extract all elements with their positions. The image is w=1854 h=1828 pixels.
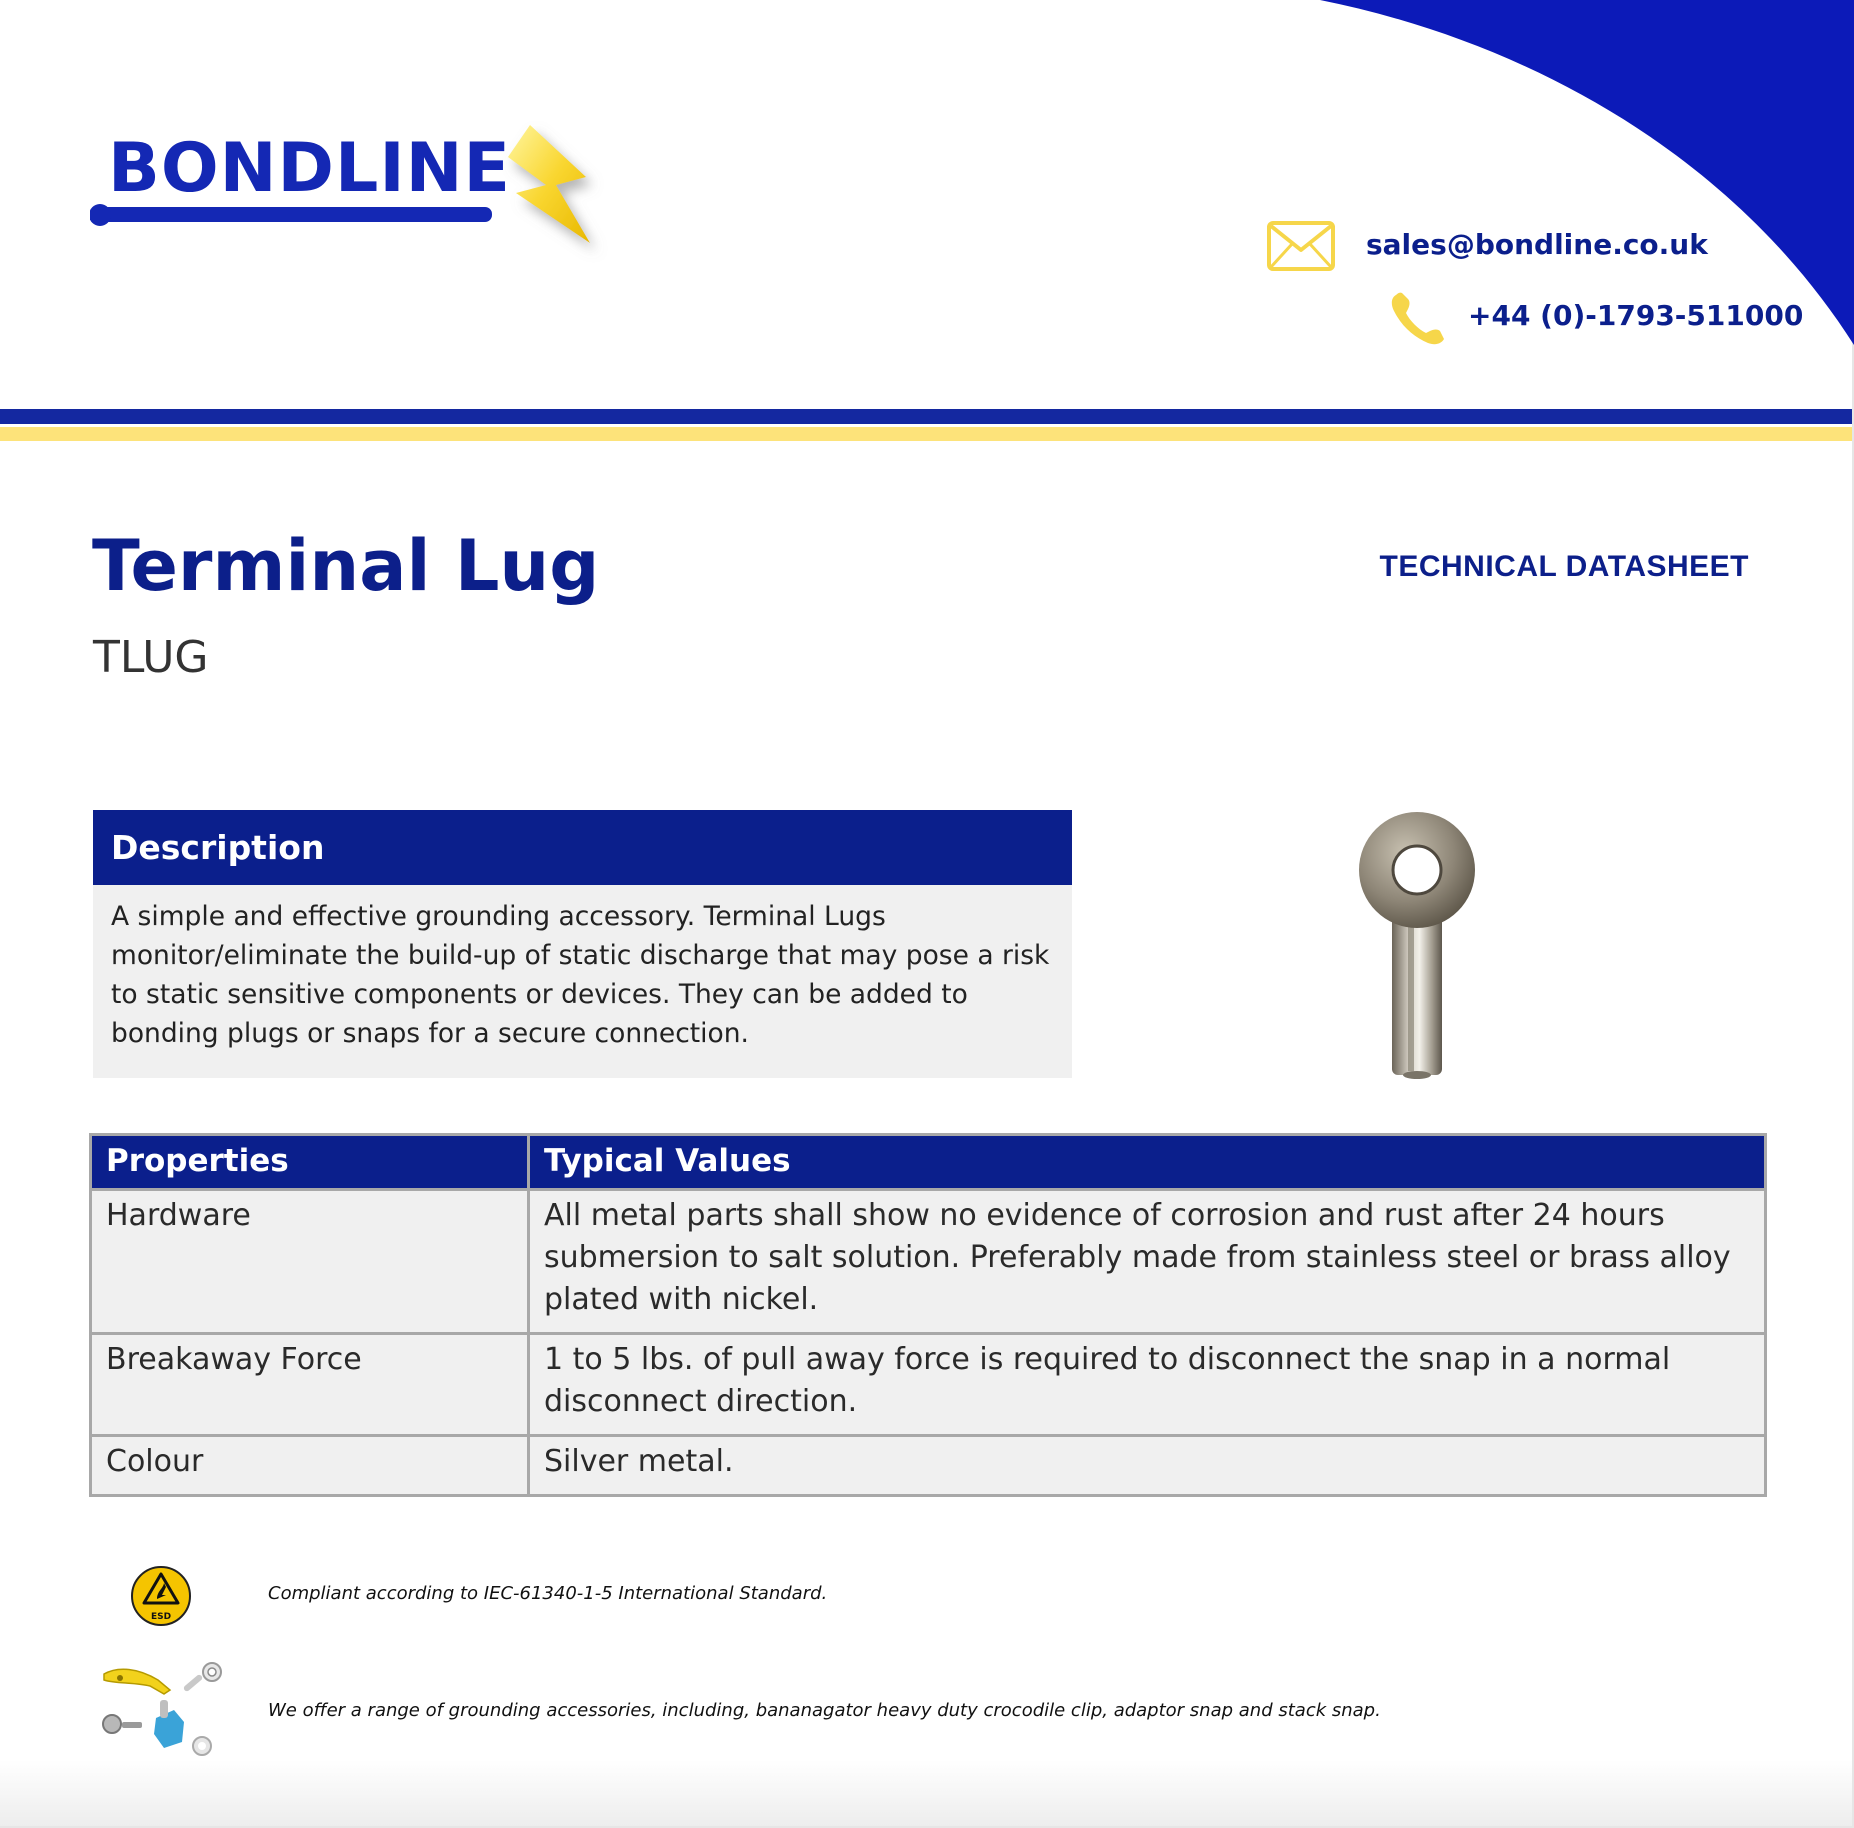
header-divider-yellow bbox=[0, 427, 1852, 441]
page-bottom-fade bbox=[0, 1760, 1852, 1826]
header-divider-blue bbox=[0, 409, 1852, 424]
property-value: 1 to 5 lbs. of pull away force is required to disconnect the snap in a normal disconnect direction. bbox=[529, 1334, 1766, 1436]
property-name: Colour bbox=[91, 1436, 529, 1496]
bondline-logo bbox=[90, 115, 610, 265]
grounding-accessories-image bbox=[98, 1662, 228, 1762]
description-heading: Description bbox=[93, 810, 1072, 885]
phone-number[interactable]: +44 (0)-1793-511000 bbox=[1468, 299, 1804, 332]
property-name: Hardware bbox=[91, 1190, 529, 1334]
product-code: TLUG bbox=[93, 632, 209, 683]
table-header-row bbox=[91, 1135, 1766, 1190]
table-row bbox=[91, 1436, 1766, 1496]
page-title: Terminal Lug bbox=[92, 525, 600, 607]
corner-swoosh-decoration bbox=[1300, 0, 1854, 350]
esd-warning-icon bbox=[130, 1565, 192, 1627]
compliance-note: Compliant according to IEC-61340-1-5 International Standard. bbox=[268, 1583, 828, 1604]
table-row bbox=[91, 1334, 1766, 1436]
envelope-icon bbox=[1266, 220, 1336, 272]
property-name: Breakaway Force bbox=[91, 1334, 529, 1436]
property-value: Silver metal. bbox=[529, 1436, 1766, 1496]
column-header-typical-values: Typical Values bbox=[529, 1135, 1766, 1190]
logo-wordmark: BONDLINE bbox=[108, 129, 511, 208]
column-header-properties: Properties bbox=[91, 1135, 529, 1190]
properties-table bbox=[89, 1133, 1767, 1497]
terminal-lug-product-image bbox=[1340, 805, 1500, 1085]
description-box bbox=[93, 810, 1072, 1078]
doc-type-label: TECHNICAL DATASHEET bbox=[1379, 550, 1749, 583]
table-row bbox=[91, 1190, 1766, 1334]
esd-badge-label: ESD bbox=[150, 1612, 172, 1622]
description-text: A simple and effective grounding accessory. Terminal Lugs monitor/eliminate the build-up of static discharge that may pose a risk to static sensitive components or devices. They can be added to bonding plugs or snaps for a secure connection. bbox=[111, 901, 1050, 1049]
email-link[interactable]: sales@bondline.co.uk bbox=[1366, 228, 1708, 261]
phone-handset-icon bbox=[1388, 289, 1448, 349]
accessories-note: We offer a range of grounding accessories, including, bananagator heavy duty crocodile clip, adaptor snap and stack snap. bbox=[268, 1700, 1381, 1721]
property-value: All metal parts shall show no evidence of corrosion and rust after 24 hours submersion to salt solution. Preferably made from stainless steel or brass alloy plated with nickel. bbox=[529, 1190, 1766, 1334]
